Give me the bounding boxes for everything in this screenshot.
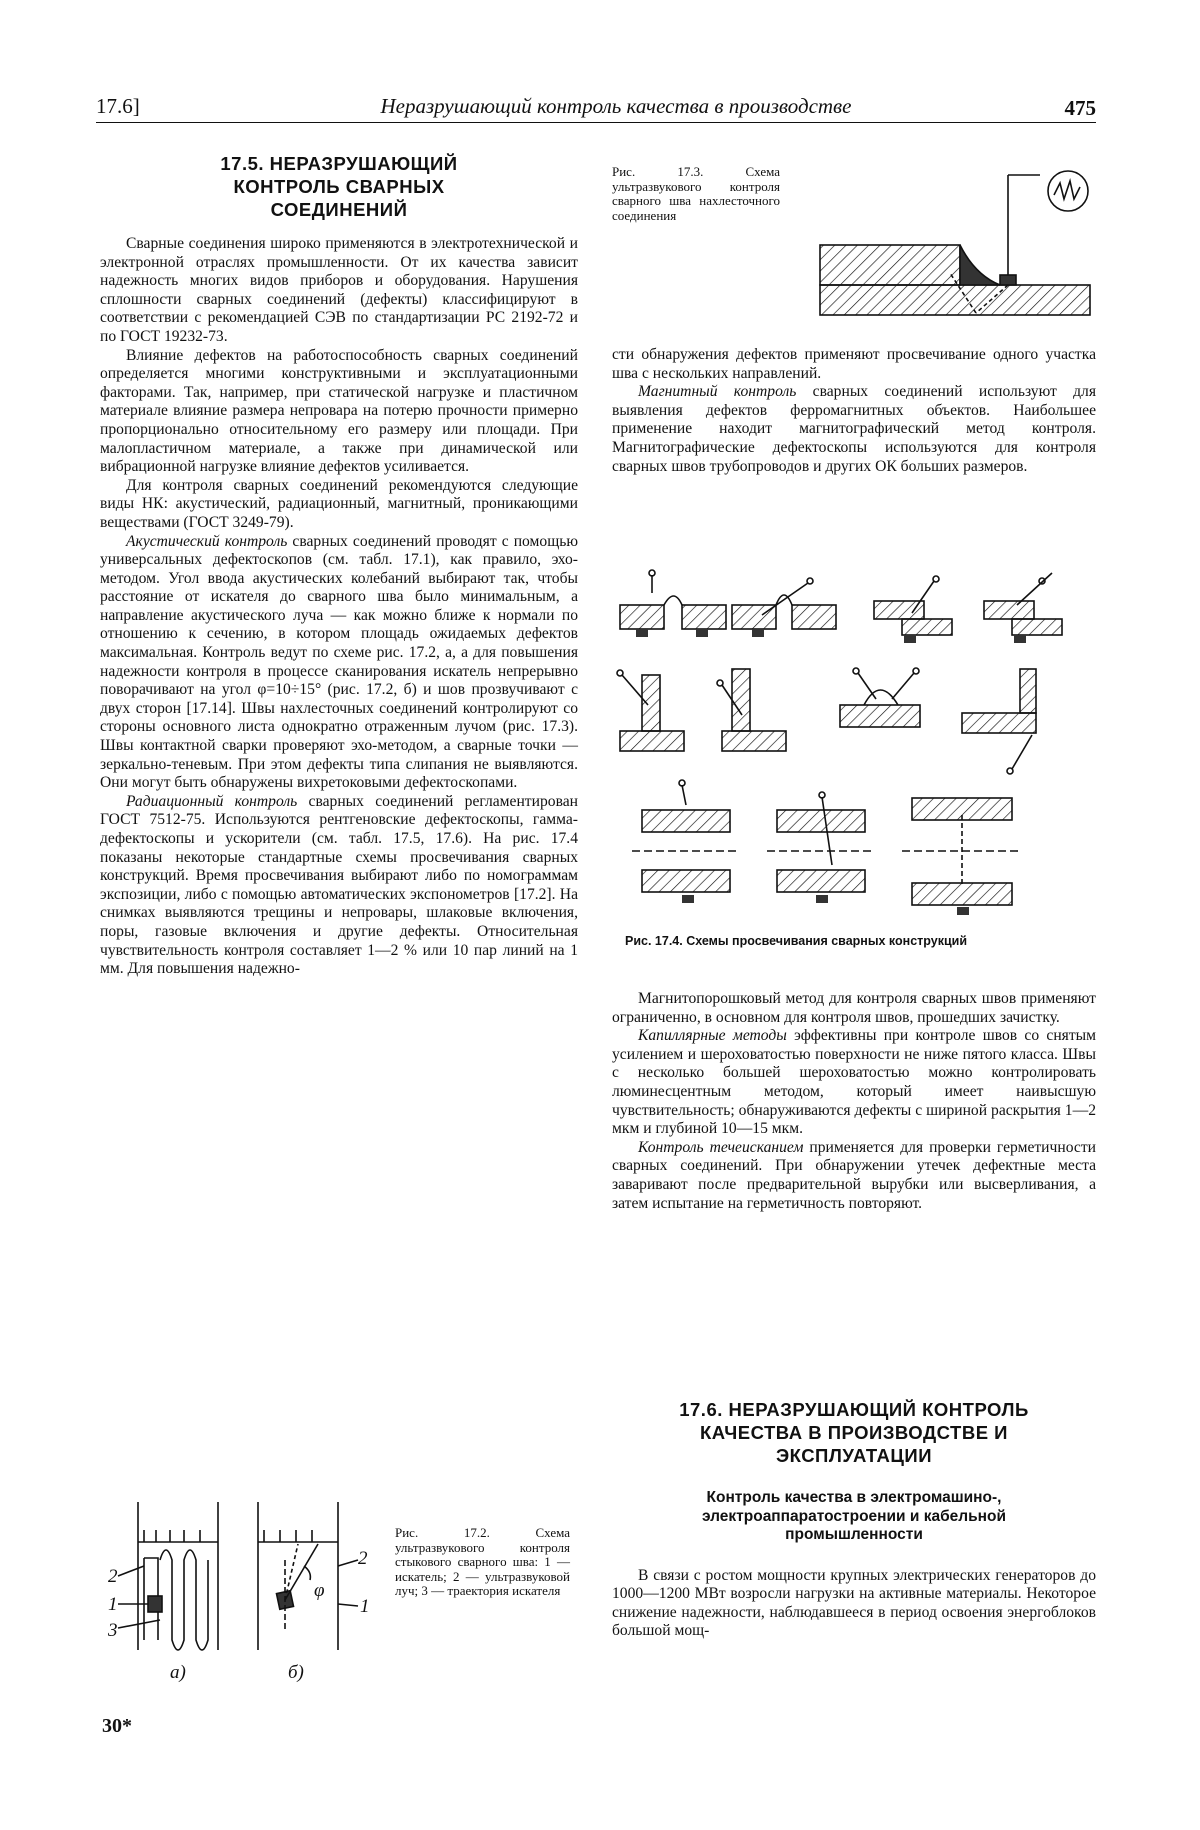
paragraph xyxy=(100,793,578,979)
section-17-6-subheading: Контроль качества в электромашино-, электроаппаратостроении и кабельной промышленности xyxy=(701,1489,1007,1543)
running-header xyxy=(96,86,1096,126)
magnetic-text: сварных соединений используют для выявления дефектов ферромагнитных объектов. Наибольшее применение находит магнитографический метод контроля. Магнитографические дефектоскопы используются для контроля сварных швов трубопроводов и других ОК больших размеров. xyxy=(612,383,1096,475)
paragraph: Сварные соединения широко применяются в электротехнической и электронной отраслях промышленности. От их качества зависит надежность многих видов приборов и оборудования. Нарушения сплошности сварных соединений (дефекты) классифицируют в соответствии с рекомендацией СЭВ по стандартизации РС 2192-72 и по ГОСТ 19232-73. xyxy=(100,235,578,345)
right-column-bottom xyxy=(612,1398,1096,1641)
fig-17-3-caption: Рис. 17.3. Схема ультразвукового контроля сварного шва нахлесточного соединения xyxy=(612,164,780,223)
leak-text: применяется для проверки герметичности сварных соединений. При обнаружении утечек дефектные места заваривают после предварительной вырубки или высверливания, а затем испытание на герметичность повторяют. xyxy=(612,1138,1096,1212)
capillary-text: эффективны при контроле швов со снятым усилением и шероховатостью поверхности не ниже пятого класса. Швы с несколько большей шероховатостью можно контролировать люминесцентным методом, который имеет наивысшую чувствительность; обнаруживаются дефекты с шириной раскрытия 1—2 мкм и глубиной 10—15 мкм. xyxy=(612,1027,1096,1138)
figure-17-2 xyxy=(108,1500,378,1690)
label-phi: φ xyxy=(314,1580,325,1601)
right-column-top xyxy=(612,346,1096,476)
section-17-6-heading: 17.6. НЕРАЗРУШАЮЩИЙ КОНТРОЛЬ КАЧЕСТВА В ПРОИЗВОДСТВЕ И ЭКСПЛУАТАЦИИ xyxy=(679,1399,1029,1466)
paragraph: Влияние дефектов на работоспособность сварных соединений определяется многими конструктивными и эксплуатационными факторами. Так, например, при статической нагрузке и пластичном материале влияние размера непровара на потерю прочности примерно пропорционально относительному его размеру или площади. При малопластичном материале, а также при динамической или вибрационной нагрузке влияние дефектов усиливается. xyxy=(100,346,578,476)
paragraph: сти обнаружения дефектов применяют просвечивание одного участка шва с нескольких направлений. xyxy=(612,346,1096,382)
capillary-lead: Капиллярные методы xyxy=(638,1027,787,1045)
left-column xyxy=(100,152,578,979)
paragraph: В связи с ростом мощности крупных электрических генераторов до 1000—1200 МВт возросли нагрузки на активные материалы. Некоторое снижение надежности, наблюдавшееся в период освоения энергоблоков большой мощ- xyxy=(612,1566,1096,1640)
running-title: Неразрушающий контроль качества в производстве xyxy=(380,94,852,118)
figure-17-4 xyxy=(612,565,1096,925)
label-2b: 2 xyxy=(358,1548,368,1569)
page-number: 475 xyxy=(1064,96,1096,120)
paragraph xyxy=(612,383,1096,476)
signature-mark: 30* xyxy=(102,1715,132,1737)
radiation-text: сварных соединений регламентирован ГОСТ 7512-75. Используются рентгеновские дефектоскопы, гамма-дефектоскопы и ускорители (см. табл. 17.5, 17.6). На рис. 17.4 показаны некоторые стандартные схемы просвечивания сварных конструкций. Время просвечивания выбирают либо по номограммам экспозиции, либо с помощью автоматических экспонометров [17.2]. На снимках выявляются трещины и непровары, шлаковые включения, поры, газовые включения и другие дефекты. Относительная чувствительность контроля составляет 1—2 % или 10 пар линий на 1 мм. Для повышения надежно- xyxy=(100,792,578,978)
radiation-lead: Радиационный контроль xyxy=(126,792,298,810)
label-b: б) xyxy=(288,1662,304,1683)
figure-17-3 xyxy=(800,155,1100,325)
right-column-middle xyxy=(612,990,1096,1213)
paragraph xyxy=(612,1027,1096,1139)
paragraph: Для контроля сварных соединений рекомендуются следующие виды НК: акустический, радиационный, магнитный, проникающими веществами (ГОСТ 3249-79). xyxy=(100,476,578,531)
magnetic-lead: Магнитный контроль xyxy=(638,383,797,401)
paragraph xyxy=(612,1139,1096,1213)
fig-17-2-caption: Рис. 17.2. Схема ультразвукового контроля стыкового сварного шва: 1 — искатель; 2 — ультразвуковой луч; 3 — траектория искателя xyxy=(395,1525,570,1598)
label-1b: 1 xyxy=(360,1596,370,1617)
label-3: 3 xyxy=(108,1620,118,1641)
paragraph: Магнитопорошковый метод для контроля сварных швов применяют ограниченно, в основном для контроля швов, прошедших зачистку. xyxy=(612,990,1096,1026)
chapter-ref: 17.6] xyxy=(96,94,140,118)
label-2: 2 xyxy=(108,1566,118,1587)
section-17-5-heading: 17.5. НЕРАЗРУШАЮЩИЙ КОНТРОЛЬ СВАРНЫХ СОЕДИНЕНИЙ xyxy=(220,153,458,220)
header-rule xyxy=(96,122,1096,123)
label-a: а) xyxy=(170,1662,186,1683)
paragraph xyxy=(100,533,578,793)
label-1: 1 xyxy=(108,1594,118,1615)
acoustic-lead: Акустический контроль xyxy=(126,532,288,550)
fig-17-4-caption: Рис. 17.4. Схемы просвечивания сварных конструкций xyxy=(625,934,968,948)
leak-lead: Контроль течеисканием xyxy=(638,1138,804,1156)
acoustic-text: сварных соединений проводят с помощью универсальных дефектоскопов (см. табл. 17.1), как правило, эхо-методом. Угол ввода акустических колебаний выбирают так, чтобы расстояние от искателя до сварного шва было минимальным, а направление акустического луча — как можно ближе к нормали по отношению к сечению, в котором площадь ожидаемых дефектов максимальная. Контроль ведут по схеме рис. 17.2, а, а для повышения надежности контроля в процессе сканирования искатель непрерывно поворачивают на угол φ=10÷15° (рис. 17.2, б) и шов прозвучивают с двух сторон [17.14]. Швы нахлесточных соединений контролируют со стороны основного листа однократно отраженным лучом (рис. 17.3). Швы контактной сварки проверяют эхо-методом, а сварные точки — зеркально-теневым. При этом дефекты типа слипания не выявляются. Они могут быть обнаружены вихретоковыми дефектоскопами. xyxy=(100,532,578,792)
